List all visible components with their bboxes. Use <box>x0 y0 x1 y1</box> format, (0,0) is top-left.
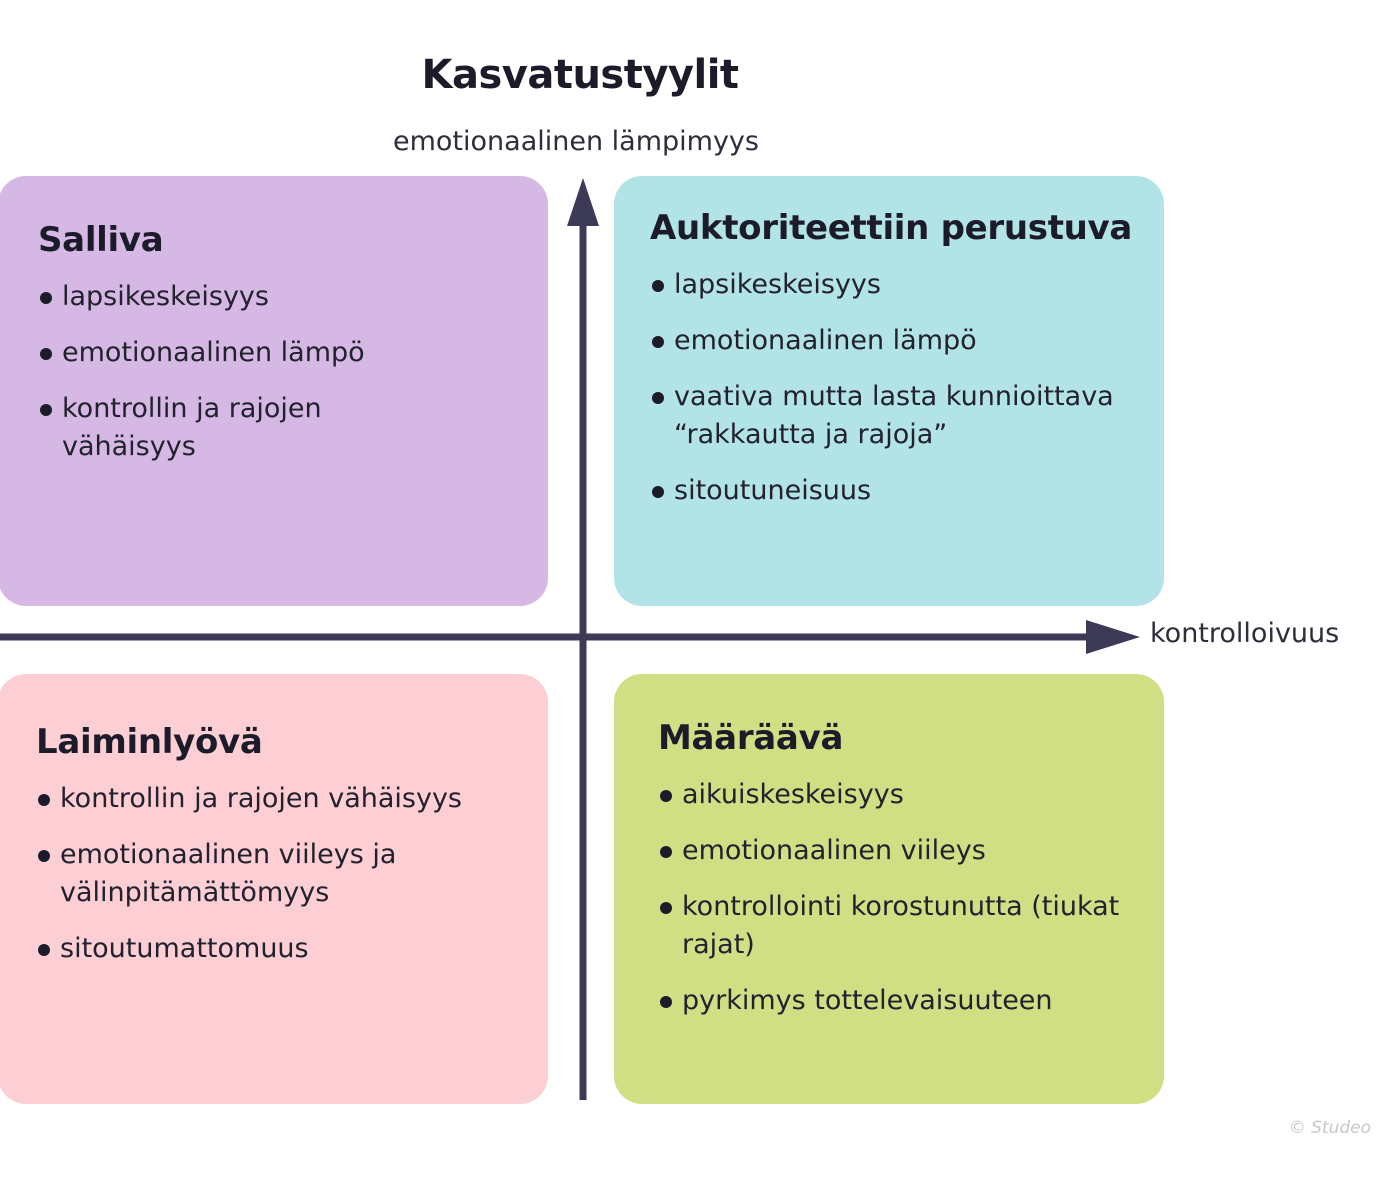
quadrant-title: Laiminlyövä <box>36 722 263 762</box>
list-item: kontrollointi korostunutta (tiukat rajat) <box>658 888 1140 964</box>
quadrant-title: Salliva <box>38 220 164 260</box>
copyright-watermark: © Studeo <box>1288 1118 1371 1138</box>
list-item: sitoutumattomuus <box>36 930 480 968</box>
list-item: emotionaalinen viileys <box>658 832 1140 870</box>
x-axis-label: kontrolloivuus <box>1150 618 1340 649</box>
list-item: emotionaalinen lämpö <box>650 322 1140 360</box>
list-item: sitoutuneisuus <box>650 472 1140 510</box>
quadrant-title: Määräävä <box>658 718 844 758</box>
list-item: vaativa mutta lasta kunnioittava “rakkautta ja rajoja” <box>650 378 1140 454</box>
list-item: kontrollin ja rajojen vähäisyys <box>38 390 392 466</box>
list-item: emotionaalinen lämpö <box>38 334 392 372</box>
list-item: pyrkimys tottelevaisuuteen <box>658 982 1140 1020</box>
list-item: lapsikeskeisyys <box>38 278 392 316</box>
diagram-title: Kasvatustyylit <box>421 52 739 98</box>
x-axis-arrow-icon <box>1086 620 1140 654</box>
y-axis-label: emotionaalinen lämpimyys <box>393 126 759 157</box>
list-item: emotionaalinen viileys ja välinpitämättömyys <box>36 836 480 912</box>
y-axis-arrow-icon <box>567 178 599 226</box>
quadrant-title: Auktoriteettiin perustuva <box>650 208 1133 248</box>
list-item: kontrollin ja rajojen vähäisyys <box>36 780 480 818</box>
list-item: aikuiskeskeisyys <box>658 776 1140 814</box>
list-item: lapsikeskeisyys <box>650 266 1140 304</box>
